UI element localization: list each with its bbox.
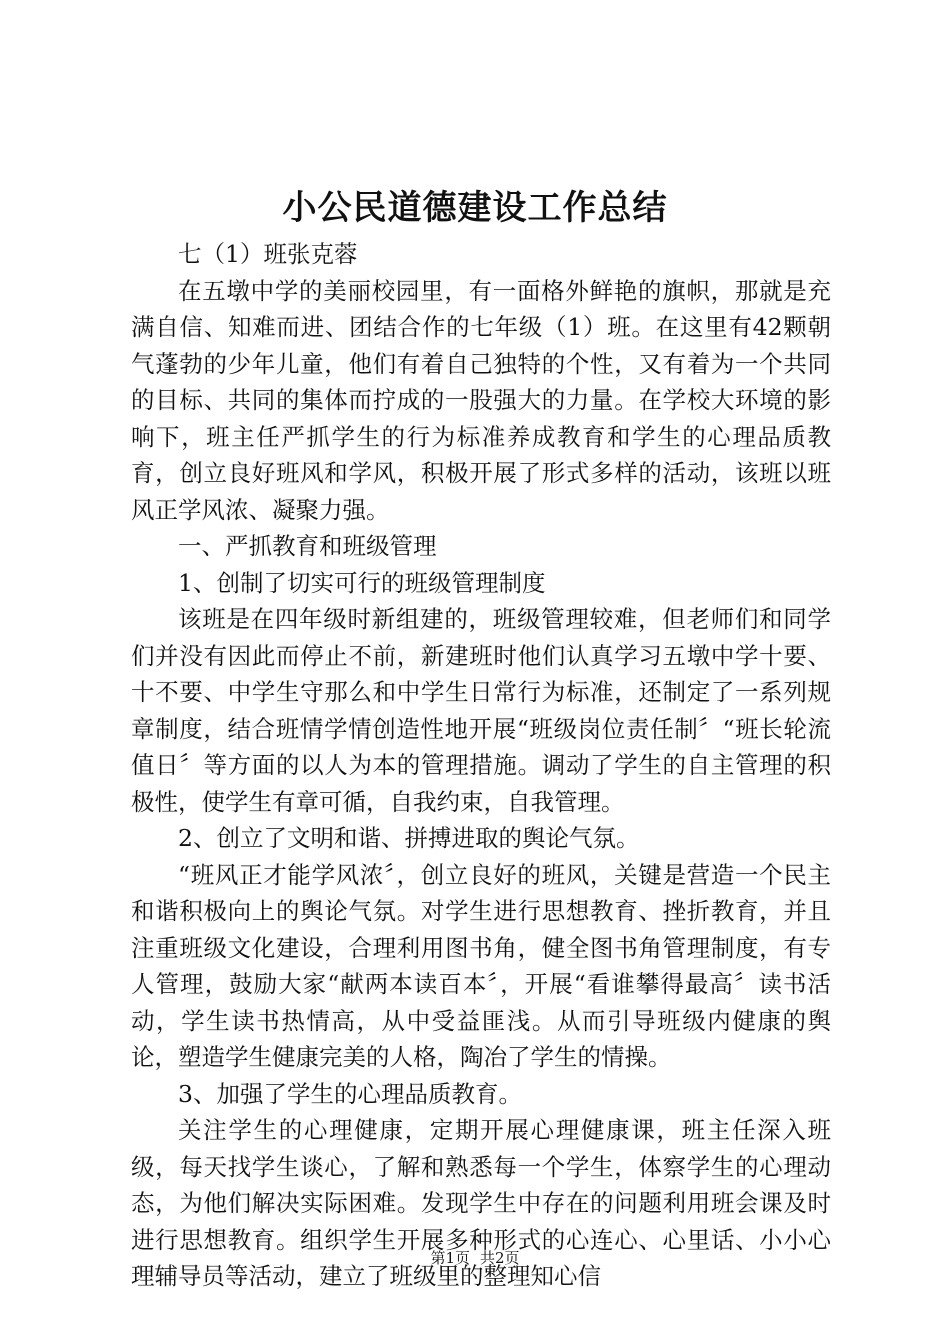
body-paragraph: 该班是在四年级时新组建的，班级管理较难，但老师们和同学们并没有因此而停止不前，新建班时他们认真学习五墩中学十要、十不要、中学生守那么和中学生日常行为标准，还制定了一系列规章制度，结合班情学情创造性地开展“班级岗位责任制〞“班长轮流值日〞等方面的以人为本的管理措施。调动了学生的自主管理的积极性，使学生有章可循，自我约束，自我管理。 xyxy=(131,605,831,816)
body-paragraph: 关注学生的心理健康，定期开展心理健康课，班主任深入班级，每天找学生谈心，了解和熟悉每一个学生，体察学生的心理动态，为他们解决实际困难。发现学生中存在的问题利用班会课及时进行思想教育。组织学生开展多种形式的心连心、心里话、小小心理辅导员等活动，建立了班级里的整理知心信 xyxy=(131,1116,831,1290)
subsection-heading: 3、加强了学生的心理品质教育。 xyxy=(178,1079,522,1108)
author-line: 七（1）班张克蓉 xyxy=(178,240,358,268)
page-number: 第1页 xyxy=(430,1249,470,1267)
page-footer xyxy=(0,1247,950,1269)
intro-paragraph: 在五墩中学的美丽校园里，有一面格外鲜艳的旗帜，那就是充满自信、知难而进、团结合作的七年级（1）班。在这里有42颗朝气蓬勃的少年儿童，他们有着自己独特的个性，又有着为一个共同的目标、共同的集体而拧成的一股强大的力量。在学校大环境的影响下，班主任严抓学生的行为标准养成教育和学生的心理品质教育，创立良好班风和学风，积极开展了形式多样的活动，该班以班风正学风浓、凝聚力强。 xyxy=(131,276,831,524)
document-body xyxy=(131,236,831,1295)
document-title: 小公民道德建设工作总结 xyxy=(282,188,668,228)
page-count: 共2页 xyxy=(480,1249,520,1267)
subsection-heading: 1、创制了切实可行的班级管理制度 xyxy=(178,568,546,597)
section-heading: 一、严抓教育和班级管理 xyxy=(178,532,437,560)
subsection-heading: 2、创立了文明和谐、拼搏进取的舆论气氛。 xyxy=(178,824,640,852)
body-paragraph: “班风正才能学风浓〞，创立良好的班风，关键是营造一个民主和谐积极向上的舆论气氛。对学生进行思想教育、挫折教育，并且注重班级文化建设，合理利用图书角，健全图书角管理制度，有专人管理，鼓励大家“献两本读百本〞，开展“看谁攀得最高〞读书活动，学生读书热情高，从中受益匪浅。从而引导班级内健康的舆论，塑造学生健康完美的人格，陶冶了学生的情操。 xyxy=(131,860,831,1071)
